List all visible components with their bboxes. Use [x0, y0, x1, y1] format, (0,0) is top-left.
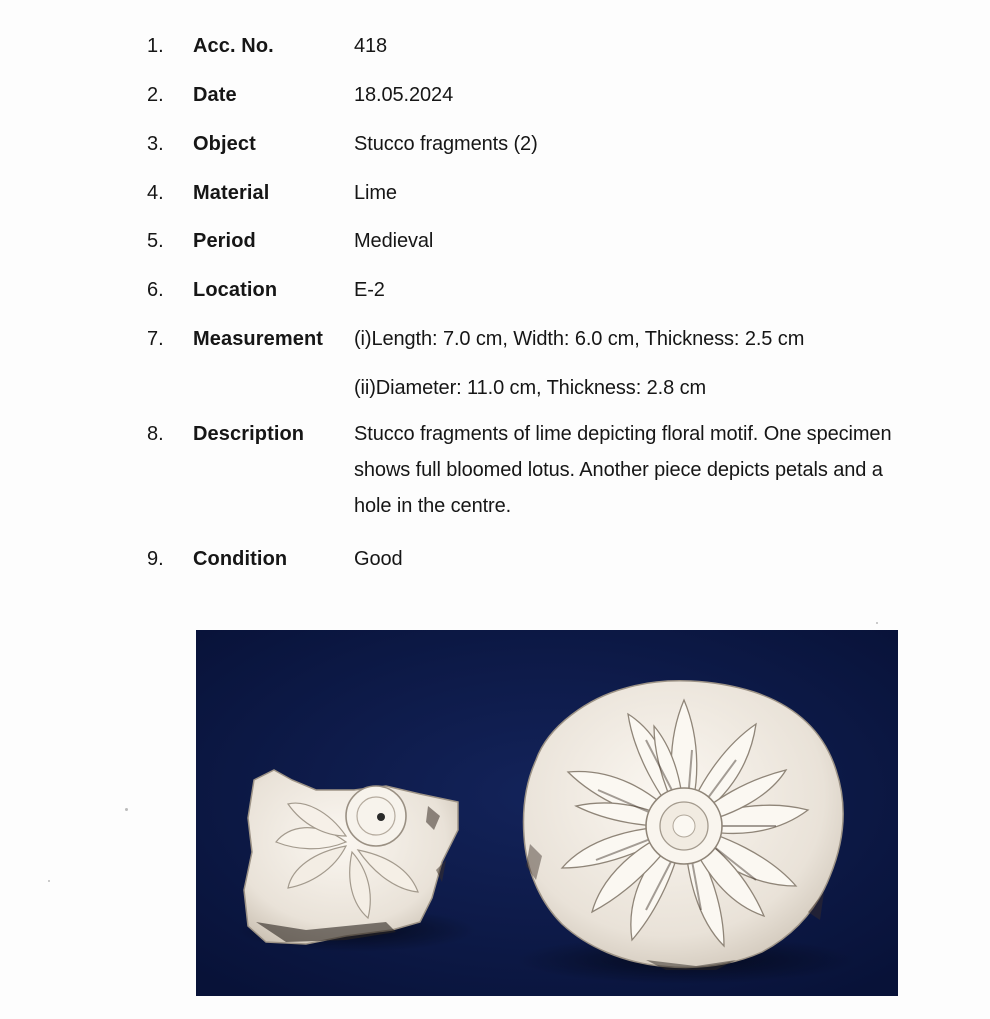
- field-value-description-line-1: Stucco fragments of lime depicting floral motif. One specimen: [354, 423, 892, 445]
- row-number: 1.: [147, 35, 164, 57]
- row-number: 2.: [147, 84, 164, 106]
- stucco-fragments-photo: [196, 630, 898, 996]
- field-label-object: Object: [193, 133, 256, 155]
- row-number: 5.: [147, 230, 164, 252]
- field-value-date: 18.05.2024: [354, 84, 454, 106]
- field-value-location: E-2: [354, 279, 385, 301]
- field-label-description: Description: [193, 423, 305, 445]
- field-value-period: Medieval: [354, 230, 434, 252]
- field-label-measurement: Measurement: [193, 328, 324, 350]
- photo-illustration: [196, 630, 898, 996]
- scan-speck: [876, 622, 878, 624]
- field-value-material: Lime: [354, 182, 397, 204]
- row-number: 6.: [147, 279, 164, 301]
- row-number: 3.: [147, 133, 164, 155]
- field-label-location: Location: [193, 279, 278, 301]
- field-value-description-line-3: hole in the centre.: [354, 495, 512, 517]
- field-value-measurement-2: (ii)Diameter: 11.0 cm, Thickness: 2.8 cm: [354, 377, 707, 399]
- field-value-condition: Good: [354, 548, 403, 570]
- field-value-object: Stucco fragments (2): [354, 133, 538, 155]
- field-value-description-line-2: shows full bloomed lotus. Another piece depicts petals and a: [354, 459, 883, 481]
- scan-speck: [125, 808, 128, 811]
- field-label-acc-no: Acc. No.: [193, 35, 274, 57]
- scan-speck: [48, 880, 50, 882]
- row-number: 4.: [147, 182, 164, 204]
- field-value-measurement-1: (i)Length: 7.0 cm, Width: 6.0 cm, Thickness: 2.5 cm: [354, 328, 805, 350]
- field-label-condition: Condition: [193, 548, 288, 570]
- field-value-acc-no: 418: [354, 35, 388, 57]
- field-label-period: Period: [193, 230, 256, 252]
- row-number: 9.: [147, 548, 164, 570]
- row-number: 7.: [147, 328, 164, 350]
- field-label-date: Date: [193, 84, 237, 106]
- fragment-hole: [377, 813, 385, 821]
- row-number: 8.: [147, 423, 164, 445]
- field-label-material: Material: [193, 182, 270, 204]
